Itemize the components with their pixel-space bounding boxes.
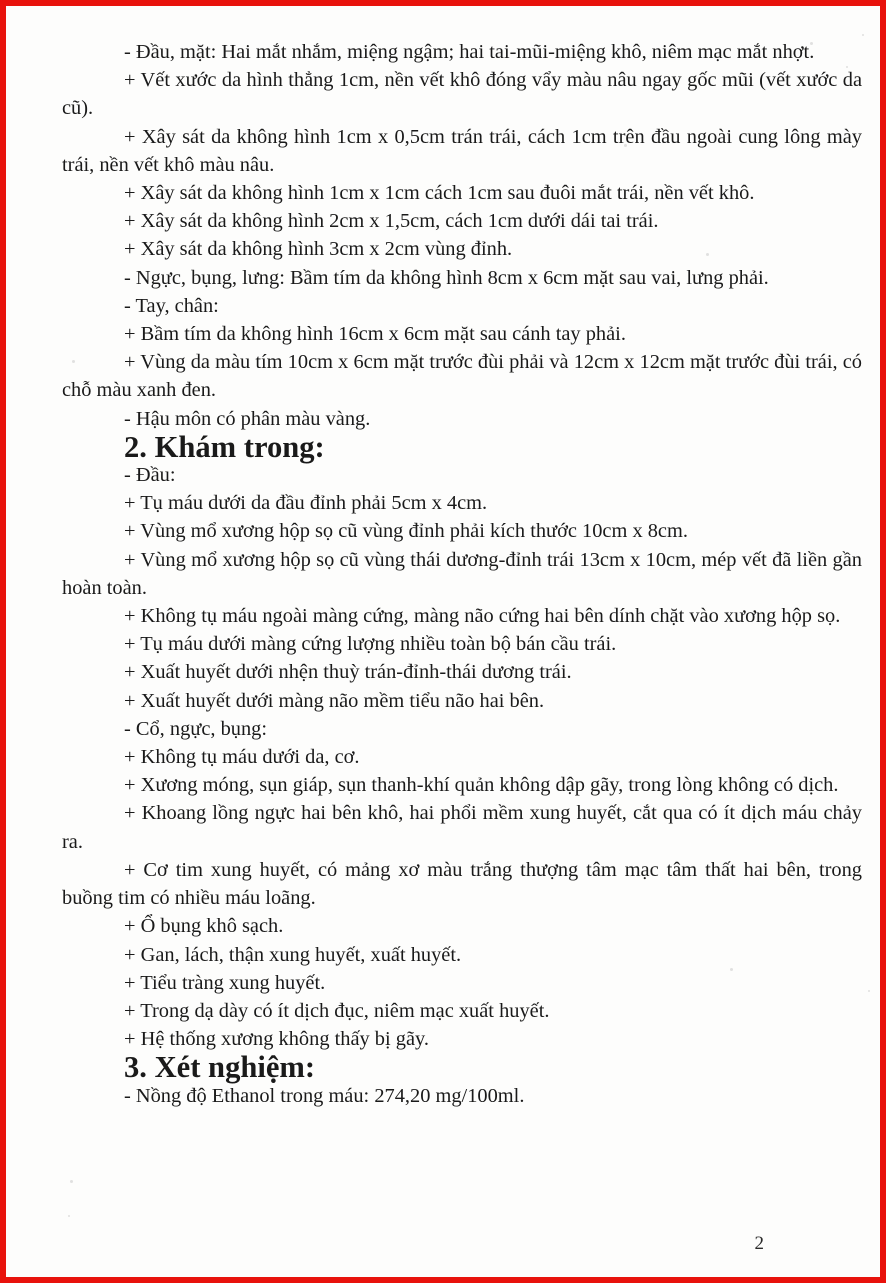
paragraph-xuong-mong-sun-giap: + Xương móng, sụn giáp, sụn thanh-khí quản không dập gãy, trong lòng không có dịch. <box>124 774 839 797</box>
paragraph-co-tim-xung-huyet: + Cơ tim xung huyết, có mảng xơ màu trắng thượng tâm mạc tâm thất hai bên, trong buồng tim có nhiều máu loãng. <box>62 858 862 910</box>
scan-speck <box>70 1180 73 1183</box>
paragraph-khoang-long-nguc: + Khoang lồng ngực hai bên khô, hai phổi mềm xung huyết, cắt qua có ít dịch máu chảy ra. <box>62 802 862 853</box>
paragraph-co-nguc-bung: - Cổ, ngực, bụng: <box>124 717 268 740</box>
paragraph-he-thong-xuong: + Hệ thống xương không thấy bị gãy. <box>124 1028 429 1051</box>
section-heading-kham-trong: 2. Khám trong: <box>124 429 325 464</box>
scan-speck <box>862 34 864 36</box>
paragraph-vet-xuoc-da: + Vết xước da hình thẳng 1cm, nền vết khô đóng vẩy màu nâu ngay gốc mũi (vết xước da cũ). <box>62 69 862 120</box>
paragraph-xuat-huyet-duoi-nhen: + Xuất huyết dưới nhện thuỳ trán-đỉnh-thái dương trái. <box>124 661 572 684</box>
paragraph-vung-mo-xuong-dinh-phai: + Vùng mổ xương hộp sọ cũ vùng đỉnh phải kích thước 10cm x 8cm. <box>124 520 688 543</box>
paragraph-xay-sat-duoi-mat-trai: + Xây sát da không hình 1cm x 1cm cách 1cm sau đuôi mắt trái, nền vết khô. <box>124 182 755 205</box>
section-heading-xet-nghiem: 3. Xét nghiệm: <box>124 1050 316 1085</box>
paragraph-vung-da-mau-tim: + Vùng da màu tím 10cm x 6cm mặt trước đùi phải và 12cm x 12cm mặt trước đùi trái, có chỗ màu xanh đen. <box>62 351 862 402</box>
paragraph-gan-lach-than: + Gan, lách, thận xung huyết, xuất huyết. <box>124 943 462 966</box>
paragraph-khong-tu-mau-ngoai-mang-cung: + Không tụ máu ngoài màng cứng, màng não cứng hai bên dính chặt vào xương hộp sọ. <box>124 605 841 628</box>
paragraph-hau-mon: - Hậu môn có phân màu vàng. <box>124 407 371 430</box>
scan-speck <box>868 990 870 992</box>
document-text-body <box>62 38 862 1110</box>
paragraph-tu-mau-duoi-da-dau: + Tụ máu dưới da đầu đỉnh phải 5cm x 4cm. <box>124 492 488 515</box>
scan-speck <box>68 1215 70 1217</box>
paragraph-xuat-huyet-duoi-mang-nao-mem: + Xuất huyết dưới màng não mềm tiểu não hai bên. <box>124 689 545 712</box>
paragraph-xay-sat-vung-dinh: + Xây sát da không hình 3cm x 2cm vùng đỉnh. <box>124 238 513 261</box>
paragraph-xay-sat-tran-trai: + Xây sát da không hình 1cm x 0,5cm trán trái, cách 1cm trên đầu ngoài cung lông mày trái, nền vết khô màu nâu. <box>62 125 862 176</box>
paragraph-xay-sat-dai-tai-trai: + Xây sát da không hình 2cm x 1,5cm, cách 1cm dưới dái tai trái. <box>124 210 659 233</box>
paragraph-vung-mo-xuong-thai-duong: + Vùng mổ xương hộp sọ cũ vùng thái dương-đỉnh trái 13cm x 10cm, mép vết đã liền gần hoàn toàn. <box>62 548 862 599</box>
page-number: 2 <box>754 1233 764 1254</box>
paragraph-tu-mau-duoi-mang-cung: + Tụ máu dưới màng cứng lượng nhiều toàn bộ bán cầu trái. <box>124 633 617 656</box>
paragraph-bam-tim-canh-tay-phai: + Bầm tím da không hình 16cm x 6cm mặt sau cánh tay phải. <box>124 323 626 346</box>
paragraph-trong-da-day: + Trong dạ dày có ít dịch đục, niêm mạc xuất huyết. <box>124 999 550 1022</box>
paragraph-tay-chan: - Tay, chân: <box>124 294 219 317</box>
paragraph-dau-mat: - Đầu, mặt: Hai mắt nhắm, miệng ngậm; hai tai-mũi-miệng khô, niêm mạc mắt nhợt. <box>124 41 815 63</box>
paragraph-khong-tu-mau-duoi-da-co: + Không tụ máu dưới da, cơ. <box>124 746 360 769</box>
paragraph-nguc-bung-lung: - Ngực, bụng, lưng: Bầm tím da không hình 8cm x 6cm mặt sau vai, lưng phải. <box>124 266 769 289</box>
paragraph-tieu-trang: + Tiểu tràng xung huyết. <box>124 971 326 994</box>
paragraph-o-bung-kho-sach: + Ổ bụng khô sạch. <box>124 915 284 938</box>
paragraph-dau: - Đầu: <box>124 464 176 487</box>
paragraph-nong-do-ethanol: - Nồng độ Ethanol trong máu: 274,20 mg/100ml. <box>124 1084 525 1107</box>
